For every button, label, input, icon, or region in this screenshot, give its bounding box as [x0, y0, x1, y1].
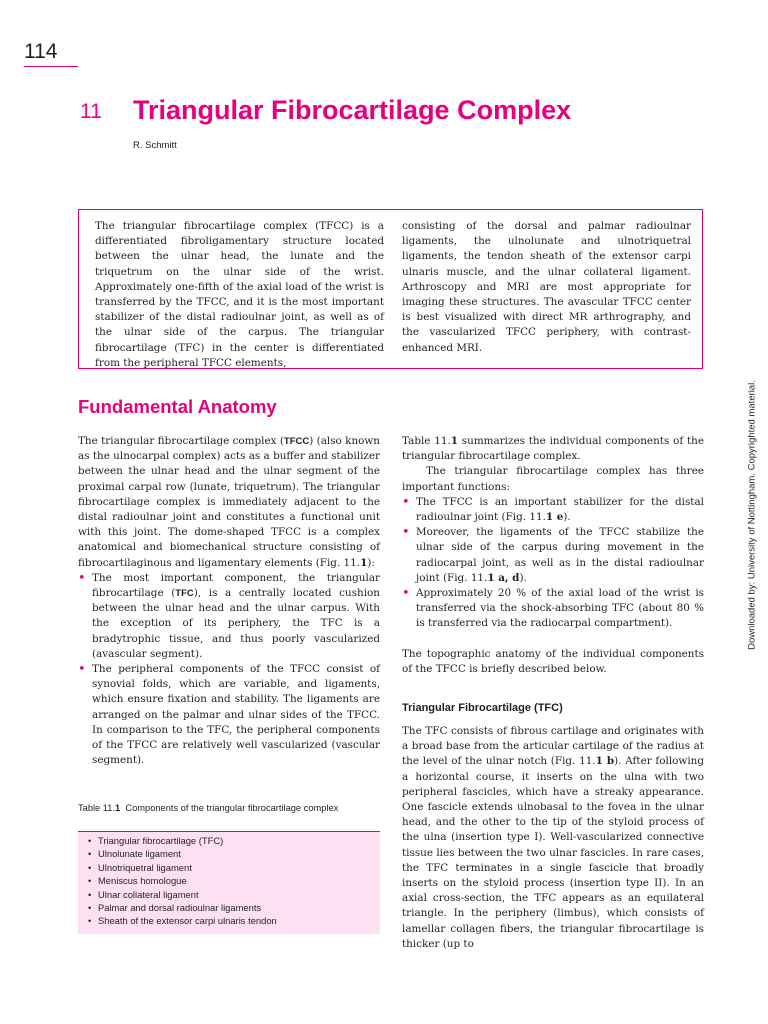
- abstract-left-text: The triangular fibrocartilage complex (TFCC) is a differentiated fibroligamentary structure located between the ulnar head, the lunate and the triquetrum on the ulnar side of the wrist. Approximately one-fifth of the axial load of the wrist is transferred by the TFCC, and it is the most important stabilizer of the distal radioulnar joint, as well as of the ulnar side of the carpus. The triangular fibrocartilage (TFC) in the center is differentiated from the peripheral TFCC elements,: [95, 220, 384, 369]
- page-number-rule: [24, 66, 78, 67]
- right-column: [402, 434, 704, 677]
- p4-text-a: The TFC consists of fibrous cartilage and originates with a broad base from the articular cartilage of the radius at the level of the ulnar notch (Fig. 11.: [402, 725, 704, 768]
- tfc-abbreviation: TFC: [175, 588, 194, 600]
- p4-figure-ref: 1 b: [595, 755, 615, 768]
- p1-text-b: summarizes the individual components of the triangular fibrocartilage complex.: [402, 435, 704, 463]
- list-item: • Meniscus homologue: [88, 874, 380, 887]
- p1-table-ref: 1: [450, 435, 458, 447]
- list-item: • Palmar and dorsal radioulnar ligaments: [88, 901, 380, 914]
- list-item: • Ulnotriquetral ligament: [88, 861, 380, 874]
- function-bullet-2: [402, 525, 704, 586]
- bullet-tfc-text-b: ), is a centrally located cushion between the ulnar head and the ulnar carpus. With the exception of its periphery, the TFC is a bradytrophic tissue, and thus poorly vascularized (avascular segment).: [92, 587, 380, 660]
- list-item: • Sheath of the extensor carpi ulnaris tendon: [88, 914, 380, 927]
- f2-figure-ref: 1 a, d: [487, 571, 520, 584]
- components-list: [88, 834, 380, 928]
- left-column: [78, 434, 380, 768]
- table-caption-text: Components of the triangular fibrocartilage complex: [125, 803, 339, 813]
- f1-text-b: ).: [563, 511, 571, 524]
- abstract-right-text: consisting of the dorsal and palmar radioulnar ligaments, the ulnolunate and ulnotriquetral ligaments, the tendon sheath of the extensor carpi ulnaris muscle, and the ulnar collateral ligament. Arthroscopy and MRI are most appropriate for imaging these structures. The avascular TFCC center is best visualized with direct MR arthrography, and the vascularized TFCC periphery, with contrast-enhanced MRI.: [402, 220, 691, 354]
- intro-paragraph: [78, 434, 380, 571]
- intro-figure-ref: 1: [360, 556, 368, 569]
- function-bullet-3: • Approximately 20 % of the axial load of the wrist is transferred via the shock-absorbing TFC (about 80 % is transferred via the radiocarpal compartment).: [402, 586, 704, 632]
- topographic-paragraph: The topographic anatomy of the individual components of the TFCC is briefly described below.: [402, 647, 704, 675]
- bullet-peripheral: • The peripheral components of the TFCC consist of synovial folds, which are variable, and ligaments, which ensure fixation and stability. The ligaments are arranged on the palmar and ulnar sides of the TFCC. In comparison to the TFC, the peripheral components of the TFCC are relatively well vascularized (vascular segment).: [78, 662, 380, 768]
- components-table: [78, 831, 380, 934]
- functions-intro: The triangular fibrocartilage complex has three important functions:: [402, 465, 704, 493]
- intro-text-c: ):: [367, 556, 375, 569]
- table-summary-paragraph: [402, 434, 704, 464]
- tfc-section: [402, 724, 704, 952]
- table-caption: [78, 801, 380, 815]
- intro-text-b: ) (also known as the ulnocarpal complex) acts as a buffer and stabilizer between the ulnar head and the ulnar segment of the proximal carpal row (lunate, triquetrum). The triangular fibrocartilage complex is immediately adjacent to the distal radioulnar joint and constitutes a functional unit with this joint. The dome-shaped TFCC is a complex anatomical and biomechanical structure consisting of fibrocartilaginous and ligamentary elements (Fig. 11.: [78, 435, 380, 569]
- subheading-tfc: Triangular Fibrocartilage (TFC): [402, 702, 563, 714]
- tfcc-abbreviation: TFCC: [283, 436, 310, 447]
- f1-text-a: The TFCC is an important stabilizer for the distal radioulnar joint (Fig. 11.: [416, 495, 704, 524]
- bullet-tfc: [78, 571, 380, 662]
- list-item: • Triangular fibrocartilage (TFC): [88, 834, 380, 847]
- table-caption-label: Table 11.: [78, 803, 116, 813]
- tfc-paragraph: [402, 724, 704, 952]
- f2-text-a: Moreover, the ligaments of the TFCC stabilize the ulnar side of the carpus during movement in the radiocarpal joint, as well as in the distal radioulnar joint (Fig. 11.: [416, 526, 704, 584]
- page-number: 114: [24, 40, 58, 63]
- table-caption-number: 1: [115, 803, 121, 813]
- function-bullet-1: [402, 495, 704, 525]
- f1-figure-ref: 1 e: [545, 511, 564, 524]
- section-heading: Fundamental Anatomy: [78, 396, 277, 417]
- chapter-title: Triangular Fibrocartilage Complex: [133, 95, 572, 125]
- f2-text-b: ).: [519, 571, 527, 584]
- bullet-tfc-text-a: The most important component, the triangular fibrocartilage (: [92, 571, 380, 600]
- watermark-text: Downloaded by: University of Nottingham. Copyrighted material.: [746, 380, 758, 650]
- p1-text-a: Table 11.: [402, 435, 451, 447]
- chapter-number: 11: [80, 100, 102, 123]
- list-item: • Ulnar collateral ligament: [88, 888, 380, 901]
- list-item: • Ulnolunate ligament: [88, 847, 380, 860]
- p4-text-b: ). After following a horizontal course, it inserts on the ulna with two peripheral fascicles, which have a streaky appearance. One fascicle extends ulnobasal to the fovea in the ulnar head, and the other to the tip of the styloid process of the ulna (insertion type I). Well-vascularized connective tissue lies between the two ulnar fascicles. In rare cases, the TFC terminates in a single fascicle that broadly inserts on the styloid process (insertion type II). In an axial cross-section, the TFC appears as an equilateral triangle. In the periphery (limbus), which consists of lamellar collagen fibers, the triangular fibrocartilage is thicker (up to: [402, 755, 704, 950]
- chapter-author: R. Schmitt: [133, 140, 177, 151]
- intro-text-a: The triangular fibrocartilage complex (: [78, 435, 284, 447]
